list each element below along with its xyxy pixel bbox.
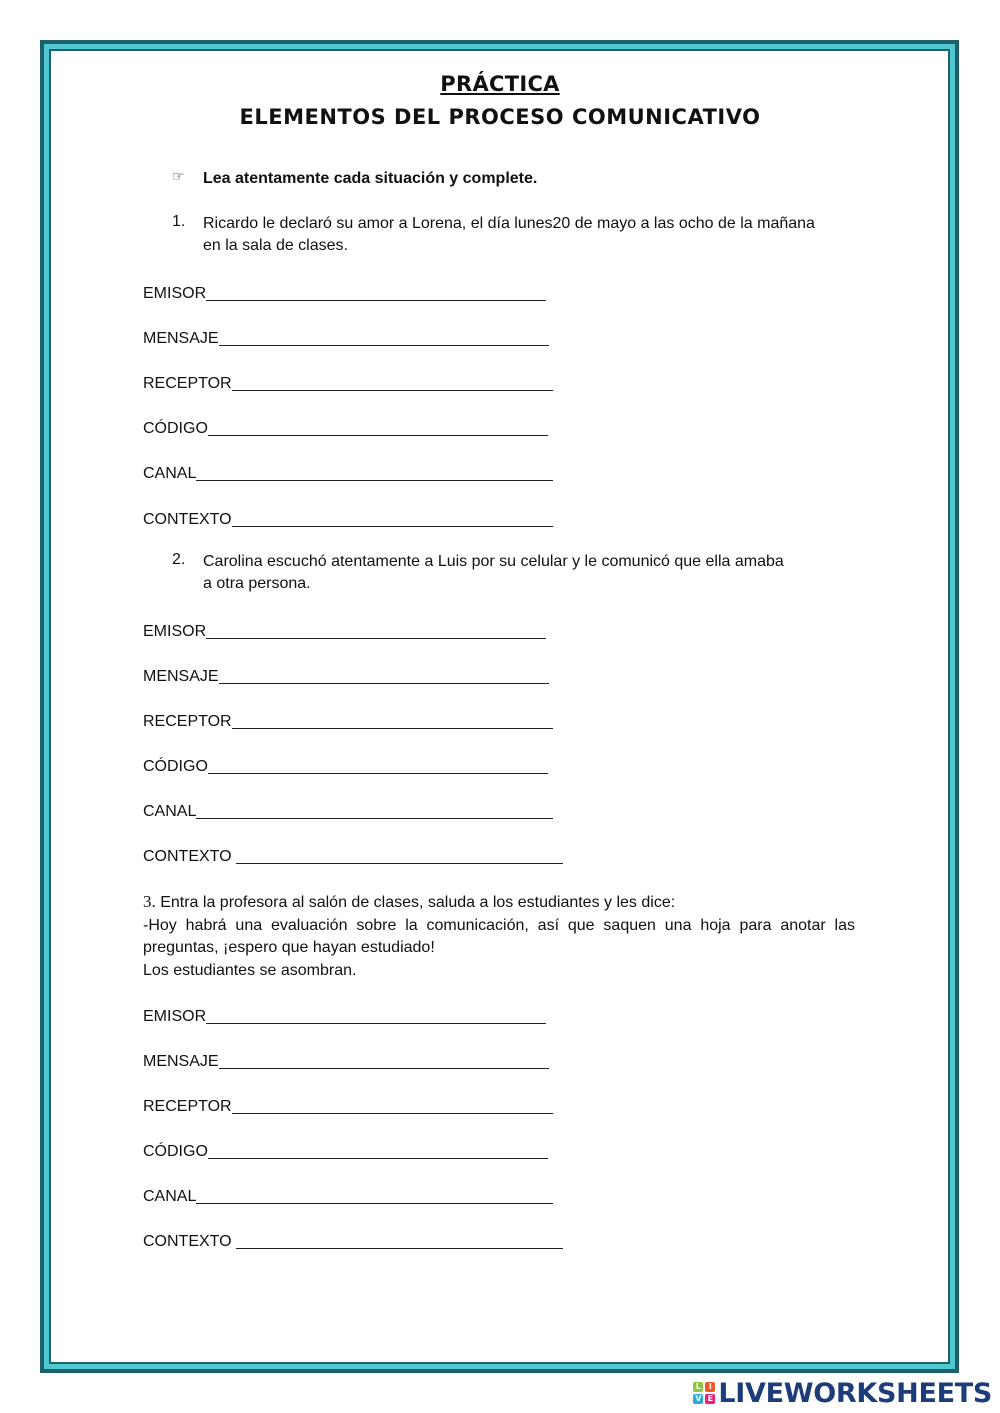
question-2-line-1: Carolina escuchó atentamente a Luis por su celular y le comunicó que ella amaba	[203, 553, 784, 570]
field-label: CANAL	[143, 465, 197, 482]
answer-line[interactable]	[232, 509, 553, 527]
q2-receptor-field[interactable]	[143, 709, 553, 731]
answer-line[interactable]	[206, 283, 546, 301]
field-label: CANAL	[143, 1188, 197, 1205]
field-label: MENSAJE	[143, 330, 219, 347]
field-label: MENSAJE	[143, 1053, 219, 1070]
answer-line[interactable]	[208, 756, 548, 774]
liveworksheets-logo-icon	[693, 1382, 715, 1404]
q3-receptor-field[interactable]	[143, 1094, 553, 1116]
question-2-number: 2.	[172, 551, 186, 568]
q2-canal-field[interactable]	[143, 799, 553, 821]
question-1-text	[203, 213, 853, 257]
question-2-text	[203, 551, 853, 595]
answer-line[interactable]	[219, 1051, 549, 1069]
q2-emisor-field[interactable]	[143, 619, 546, 641]
field-label: CÓDIGO	[143, 758, 208, 775]
answer-line[interactable]	[232, 373, 553, 391]
brand-name: LIVEWORKSHEETS	[718, 1377, 992, 1409]
q1-emisor-field[interactable]	[143, 281, 546, 303]
field-label: CÓDIGO	[143, 420, 208, 437]
logo-tile: I	[705, 1382, 715, 1392]
instruction-text: Lea atentamente cada situación y complete.	[203, 170, 538, 187]
answer-line[interactable]	[236, 846, 563, 864]
q1-codigo-field[interactable]	[143, 416, 548, 438]
answer-line[interactable]	[232, 1096, 553, 1114]
field-label: RECEPTOR	[143, 375, 232, 392]
question-1-number: 1.	[172, 213, 186, 230]
q3-canal-field[interactable]	[143, 1184, 553, 1206]
question-3-line-3: Los estudiantes se asombran.	[143, 961, 357, 979]
question-1-line-1: Ricardo le declaró su amor a Lorena, el día lunes20 de mayo a las ocho de la mañana	[203, 215, 815, 232]
answer-line[interactable]	[206, 621, 546, 639]
field-label: EMISOR	[143, 1008, 207, 1025]
answer-line[interactable]	[236, 1231, 563, 1249]
q3-codigo-field[interactable]	[143, 1139, 548, 1161]
field-label: RECEPTOR	[143, 1098, 232, 1115]
field-label: CONTEXTO	[143, 848, 237, 865]
question-3-line-1: 3. Entra la profesora al salón de clases, saluda a los estudiantes y les dice:	[143, 892, 676, 911]
q2-codigo-field[interactable]	[143, 754, 548, 776]
logo-tile: V	[695, 1394, 702, 1403]
answer-line[interactable]	[208, 1141, 548, 1159]
question-2-line-2: a otra persona.	[203, 575, 311, 592]
answer-line[interactable]	[196, 1186, 553, 1204]
q2-mensaje-field[interactable]	[143, 664, 549, 686]
field-label: EMISOR	[143, 285, 207, 302]
liveworksheets-brand[interactable]	[693, 1378, 992, 1408]
pointing-hand-icon: ☞	[172, 168, 185, 184]
field-label: CONTEXTO	[143, 511, 232, 528]
question-3-text	[143, 891, 855, 982]
q1-contexto-field[interactable]	[143, 507, 553, 529]
question-3-line-2: -Hoy habrá una evaluación sobre la comunicación, así que saquen una hoja para anotar las preguntas, ¡espero que hayan estudiado!	[143, 916, 855, 956]
q1-mensaje-field[interactable]	[143, 326, 549, 348]
answer-line[interactable]	[196, 801, 553, 819]
field-label: RECEPTOR	[143, 713, 232, 730]
question-1-line-2: en la sala de clases.	[203, 237, 348, 254]
q3-contexto-field[interactable]	[143, 1229, 563, 1251]
answer-line[interactable]	[232, 711, 553, 729]
answer-line[interactable]	[196, 463, 553, 481]
page-subtitle: ELEMENTOS DEL PROCESO COMUNICATIVO	[239, 105, 761, 129]
q3-mensaje-field[interactable]	[143, 1049, 549, 1071]
field-label: CÓDIGO	[143, 1143, 208, 1160]
logo-tile: L	[693, 1382, 703, 1392]
question-3-number: 3.	[143, 892, 156, 911]
answer-line[interactable]	[219, 666, 549, 684]
logo-tile: E	[705, 1394, 715, 1404]
q3-emisor-field[interactable]	[143, 1004, 546, 1026]
field-label: CONTEXTO	[143, 1233, 237, 1250]
q2-contexto-field[interactable]	[143, 844, 563, 866]
answer-line[interactable]	[206, 1006, 546, 1024]
field-label: CANAL	[143, 803, 197, 820]
answer-line[interactable]	[219, 328, 549, 346]
field-label: EMISOR	[143, 623, 207, 640]
q1-receptor-field[interactable]	[143, 371, 553, 393]
q1-canal-field[interactable]	[143, 461, 553, 483]
field-label: MENSAJE	[143, 668, 219, 685]
answer-line[interactable]	[208, 418, 548, 436]
page-title: PRÁCTICA	[440, 72, 560, 96]
